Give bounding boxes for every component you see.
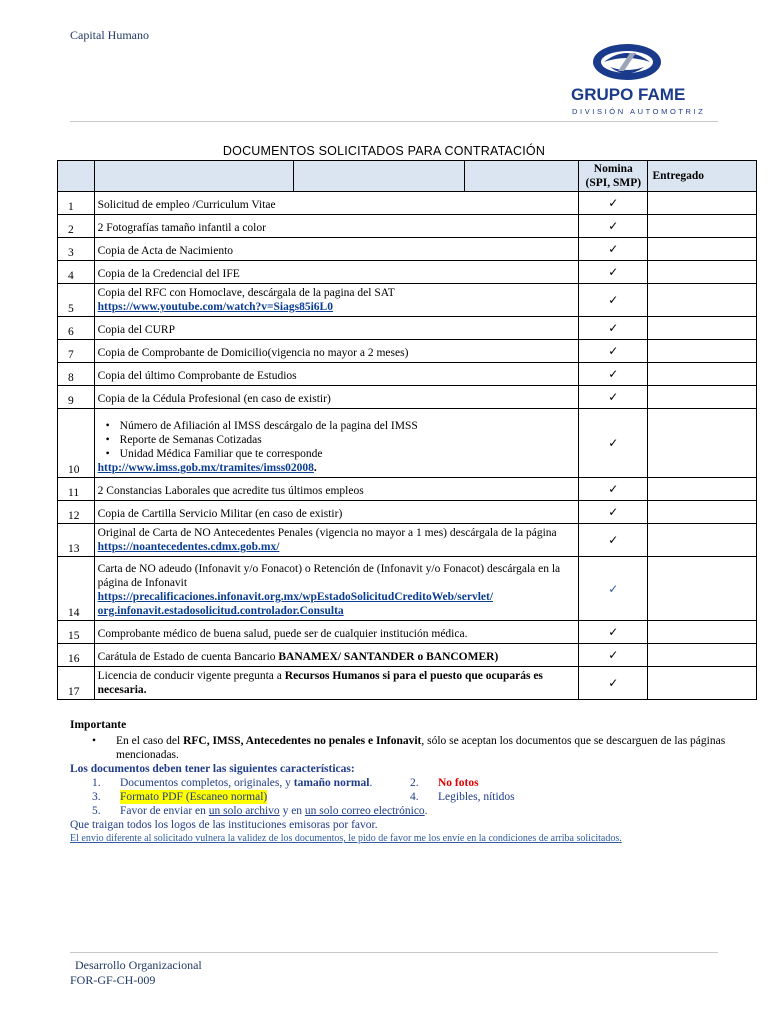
entregado-cell[interactable] <box>648 409 757 478</box>
entregado-cell[interactable] <box>648 363 757 386</box>
header-entregado: Entregado <box>648 161 757 192</box>
row-link[interactable]: https://precalificaciones.infonavit.org.mx/wpEstadoSolicitudCreditoWeb/servlet/ <box>97 591 494 603</box>
row-text: Copia del CURP <box>97 324 175 336</box>
row-number: 4 <box>58 261 95 284</box>
entregado-cell[interactable] <box>648 238 757 261</box>
row-bold-text: BANAMEX/ SANTANDER o BANCOMER) <box>278 651 499 663</box>
importante-heading: Importante <box>70 719 127 731</box>
page-title: DOCUMENTOS SOLICITADOS PARA CONTRATACIÓN <box>222 144 546 158</box>
check-icon: ✓ <box>579 284 648 317</box>
row-description <box>94 215 579 238</box>
row-description <box>94 192 579 215</box>
table-row <box>58 192 757 215</box>
table-row <box>58 667 757 700</box>
entregado-cell[interactable] <box>648 644 757 667</box>
entregado-cell[interactable] <box>648 501 757 524</box>
entregado-cell[interactable] <box>648 192 757 215</box>
check-icon: ✓ <box>579 238 648 261</box>
row-text: Copia del RFC con Homoclave, descárgala de la pagina del SAT <box>97 287 395 299</box>
row-text: Copia del último Comprobante de Estudios <box>97 370 297 382</box>
table-row <box>58 215 757 238</box>
warning-note: El envio diferente al solicitado vulnera la validez de los documentos, le pido de favor me los envíe en la condiciones de arriba solicitados. <box>70 833 622 844</box>
table-row <box>58 284 757 317</box>
row-number: 17 <box>58 667 95 700</box>
row-text: Comprobante médico de buena salud, puede ser de cualquier institución médica. <box>97 628 468 640</box>
row-description <box>94 557 579 621</box>
entregado-cell[interactable] <box>648 524 757 557</box>
entregado-cell[interactable] <box>648 284 757 317</box>
check-icon: ✓ <box>579 501 648 524</box>
logo-subtitle: DIVISIÓN AUTOMOTRIZ <box>572 107 706 116</box>
row-description <box>94 261 579 284</box>
entregado-cell[interactable] <box>648 557 757 621</box>
footer-divider <box>70 952 718 953</box>
row-description <box>94 621 579 644</box>
row-bold-text: Recursos Humanos si para el puesto que ocuparás es necesaria. <box>97 670 543 696</box>
row-text: Carátula de Estado de cuenta Bancario <box>97 651 279 663</box>
check-icon: ✓ <box>579 478 648 501</box>
row-description <box>94 644 579 667</box>
row-number: 11 <box>58 478 95 501</box>
row-number: 12 <box>58 501 95 524</box>
row-number: 15 <box>58 621 95 644</box>
entregado-cell[interactable] <box>648 386 757 409</box>
entregado-cell[interactable] <box>648 317 757 340</box>
row-description <box>94 667 579 700</box>
list-item: 3. Formato PDF (Escaneo normal) 4. Legibles, nítidos <box>92 791 515 803</box>
table-header-row <box>58 161 757 192</box>
row-text: Solicitud de empleo /Curriculum Vitae <box>97 199 276 211</box>
table-row <box>58 478 757 501</box>
table-row <box>58 557 757 621</box>
row-text: Copia de Acta de Nacimiento <box>97 245 234 257</box>
table-row <box>58 621 757 644</box>
check-icon: ✓ <box>579 340 648 363</box>
header-cell <box>464 161 578 192</box>
row-description <box>94 386 579 409</box>
caracteristicas-heading: Los documentos deben tener las siguientes características: <box>70 763 355 775</box>
bullet-item: • Unidad Médica Familiar que te corresponde <box>120 447 576 461</box>
row-text: Copia de la Credencial del IFE <box>97 268 240 280</box>
row-number: 7 <box>58 340 95 363</box>
check-icon: ✓ <box>579 409 648 478</box>
table-row <box>58 261 757 284</box>
table-row <box>58 238 757 261</box>
row-number: 2 <box>58 215 95 238</box>
table-row <box>58 340 757 363</box>
row-text: Copia de Cartilla Servicio Militar (en caso de existir) <box>97 508 343 520</box>
check-icon: ✓ <box>579 524 648 557</box>
check-icon: ✓ <box>579 644 648 667</box>
row-link[interactable]: https://www.youtube.com/watch?v=Siags85i6L0 <box>97 301 333 313</box>
check-icon: ✓ <box>579 317 648 340</box>
header-department: Capital Humano <box>70 28 149 42</box>
row-text: Copia de Comprobante de Domicilio(vigencia no mayor a 2 meses) <box>97 347 409 359</box>
header-nomina: Nomina (SPI, SMP) <box>579 161 648 192</box>
footer-code: FOR-GF-CH-009 <box>70 973 156 987</box>
check-icon: ✓ <box>579 667 648 700</box>
bullet-item: • Reporte de Semanas Cotizadas <box>120 433 576 447</box>
row-description <box>94 501 579 524</box>
table-row <box>58 524 757 557</box>
check-icon: ✓ <box>579 192 648 215</box>
logo-name: GRUPO FAME <box>571 85 686 104</box>
list-item: 5. Favor de enviar en un solo archivo y en un solo correo electrónico. <box>92 805 428 817</box>
row-number: 3 <box>58 238 95 261</box>
entregado-cell[interactable] <box>648 261 757 284</box>
row-description: • Número de Afiliación al IMSS descárgalo de la pagina del IMSS • Reporte de Semanas Cotizadas • Unidad Médica Familiar que te corresponde http://www.imss.gob.mx/tramites/imss02008. <box>94 409 579 478</box>
row-text: 2 Constancias Laborales que acredite tus últimos empleos <box>97 485 364 497</box>
check-icon: ✓ <box>579 261 648 284</box>
row-text: Original de Carta de NO Antecedentes Penales (vigencia no mayor a 1 mes) descárgala de la página <box>97 527 557 539</box>
row-link-continued[interactable]: org.infonavit.estadosolicitud.controlador.Consulta <box>97 605 344 617</box>
row-number: 10 <box>58 409 95 478</box>
header-cell <box>293 161 464 192</box>
entregado-cell[interactable] <box>648 215 757 238</box>
importante-bullet: • En el caso del RFC, IMSS, Antecedentes no penales e Infonavit, sólo se aceptan los documentos que se descarguen de las páginas mencionadas. <box>70 734 730 762</box>
row-description <box>94 340 579 363</box>
check-icon: ✓ <box>579 386 648 409</box>
table-row <box>58 501 757 524</box>
check-icon: ✓ <box>579 363 648 386</box>
entregado-cell[interactable] <box>648 667 757 700</box>
row-link[interactable]: http://www.imss.gob.mx/tramites/imss02008 <box>97 462 314 474</box>
table-row <box>58 409 757 478</box>
header-cell <box>58 161 95 192</box>
table-row <box>58 644 757 667</box>
header-divider <box>70 121 718 122</box>
row-description <box>94 317 579 340</box>
row-text: Licencia de conducir vigente pregunta a <box>97 670 285 682</box>
row-number: 14 <box>58 557 95 621</box>
row-description <box>94 478 579 501</box>
row-text: Copia de la Cédula Profesional (en caso de existir) <box>97 393 331 405</box>
notes-section <box>70 718 730 846</box>
grupo-fame-logo <box>570 40 715 118</box>
entregado-cell[interactable] <box>648 621 757 644</box>
table-row <box>58 317 757 340</box>
logos-note: Que traigan todos los logos de las instituciones emisoras por favor. <box>70 819 378 831</box>
entregado-cell[interactable] <box>648 340 757 363</box>
list-item: 1. Documentos completos, originales, y tamaño normal. 2. No fotos <box>92 777 479 789</box>
entregado-cell[interactable] <box>648 478 757 501</box>
footer-area: Desarrollo Organizacional <box>75 958 202 972</box>
table-row <box>58 386 757 409</box>
row-number: 13 <box>58 524 95 557</box>
check-icon: ✓ <box>579 621 648 644</box>
check-icon: ✓ <box>579 557 648 621</box>
row-description <box>94 363 579 386</box>
row-number: 5 <box>58 284 95 317</box>
row-description <box>94 238 579 261</box>
row-number: 8 <box>58 363 95 386</box>
row-number: 1 <box>58 192 95 215</box>
row-number: 16 <box>58 644 95 667</box>
row-description <box>94 284 579 317</box>
bullet-item: • Número de Afiliación al IMSS descárgalo de la pagina del IMSS <box>120 419 576 433</box>
row-number: 6 <box>58 317 95 340</box>
row-text: Carta de NO adeudo (Infonavit y/o Fonacot) o Retención de (Infonavit y/o Fonacot) descárgala en la página de Infonavit <box>97 563 561 589</box>
row-text: 2 Fotografías tamaño infantil a color <box>97 222 266 234</box>
row-link[interactable]: https://noantecedentes.cdmx.gob.mx/ <box>97 541 280 553</box>
table-row <box>58 363 757 386</box>
check-icon: ✓ <box>579 215 648 238</box>
row-description <box>94 524 579 557</box>
header-cell <box>94 161 293 192</box>
documents-table <box>57 160 757 700</box>
row-number: 9 <box>58 386 95 409</box>
